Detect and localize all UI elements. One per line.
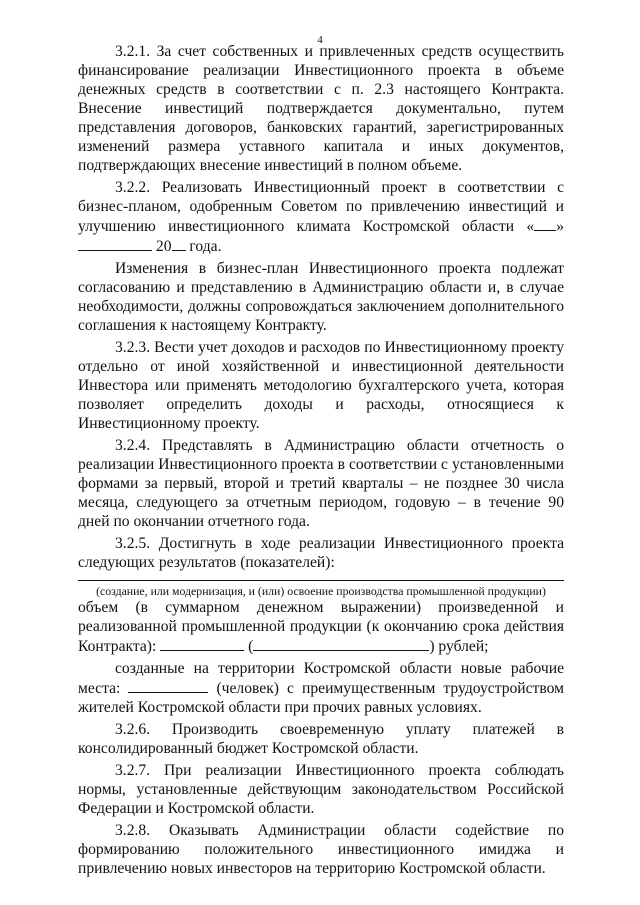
jobs-rest: (человек) с преимущественным трудоустройством жителей Костромской области при прочих равных условиях. [78,680,564,716]
blank-volume-number [160,636,244,651]
blank-day [534,216,556,231]
clause-3-2-2-text: 3.2.2. Реализовать Инвестиционный проект в соответствии с бизнес-планом, одобренным Советом по привлечению инвестиций и улучшению инвестиционного климата Костромской области « [78,179,564,235]
blank-jobs-count [128,678,208,693]
year-suffix: года. [185,238,222,255]
year-prefix: 20 [155,238,172,255]
blank-volume-words [253,636,429,651]
volume-open: ( [244,638,254,655]
blank-line-caption: (создание, или модернизация, и (или) освоение производства промышленной продукции) [96,584,546,598]
clause-3-2-5: 3.2.5. Достигнуть в ходе реализации Инвестиционного проекта следующих результатов (показателей): [78,535,564,571]
volume-indicator [78,598,564,656]
jobs-indicator [78,659,564,717]
clause-3-2-1: 3.2.1. За счет собственных и привлеченных средств осуществить финансирование реализации Инвестиционного проекта в объеме денежных средств в соответствии с п. 2.3 настоящего Контракта. Внесение инвестиций подтверждается документально, путем представления договоров, банковских гарантий, зарегистрированных изменений размера уставного капитала и иных документов, подтверждающих внесение инвестиций в полном объеме. [78,43,564,174]
blank-month [78,236,152,251]
clause-3-2-3: 3.2.3. Вести учет доходов и расходов по Инвестиционному проекту отдельно от иной хозяйственной и инвестиционной деятельности Инвестора или применять методологию бухгалтерского учета, которая позволяет определить доходы и расходы, относящиеся к Инвестиционному проекту. [78,339,564,432]
volume-close: ) рублей; [429,638,489,655]
blank-year [172,236,186,251]
clause-3-2-4: 3.2.4. Представлять в Администрацию области отчетность о реализации Инвестиционного проекта в соответствии с установленными формами за первый, второй и третий кварталы – не позднее 30 числа месяца, следующего за отчетным периодом, годовую – в течение 90 дней по окончании отчетного года. [78,437,564,530]
clause-3-2-2 [78,178,564,256]
clause-3-2-7: 3.2.7. При реализации Инвестиционного проекта соблюдать нормы, установленные действующим законодательством Российской Федерации и Костромской области. [78,762,564,817]
blank-line-result [78,580,564,581]
business-plan-changes: Изменения в бизнес-план Инвестиционного проекта подлежат согласованию и представлению в Администрацию области и, в случае необходимости, должны сопровождаться заключением дополнительного соглашения к настоящему Контракту. [78,260,564,334]
clause-3-2-6: 3.2.6. Производить своевременную уплату платежей в консолидированный бюджет Костромской области. [78,721,564,757]
jobs-text: созданные на территории Костромской области новые рабочие места: [78,660,564,697]
quote-close: » [556,218,564,235]
page-number: 4 [317,34,323,46]
clause-3-2-8: 3.2.8. Оказывать Администрации области содействие по формированию положительного инвестиционного имиджа и привлечению новых инвесторов на территорию Костромской области. [78,822,564,877]
document-body [78,42,564,878]
volume-text: объем (в суммарном денежном выражении) произведенной и реализованной промышленной продукции (к окончанию срока действия Контракта): [78,599,564,655]
